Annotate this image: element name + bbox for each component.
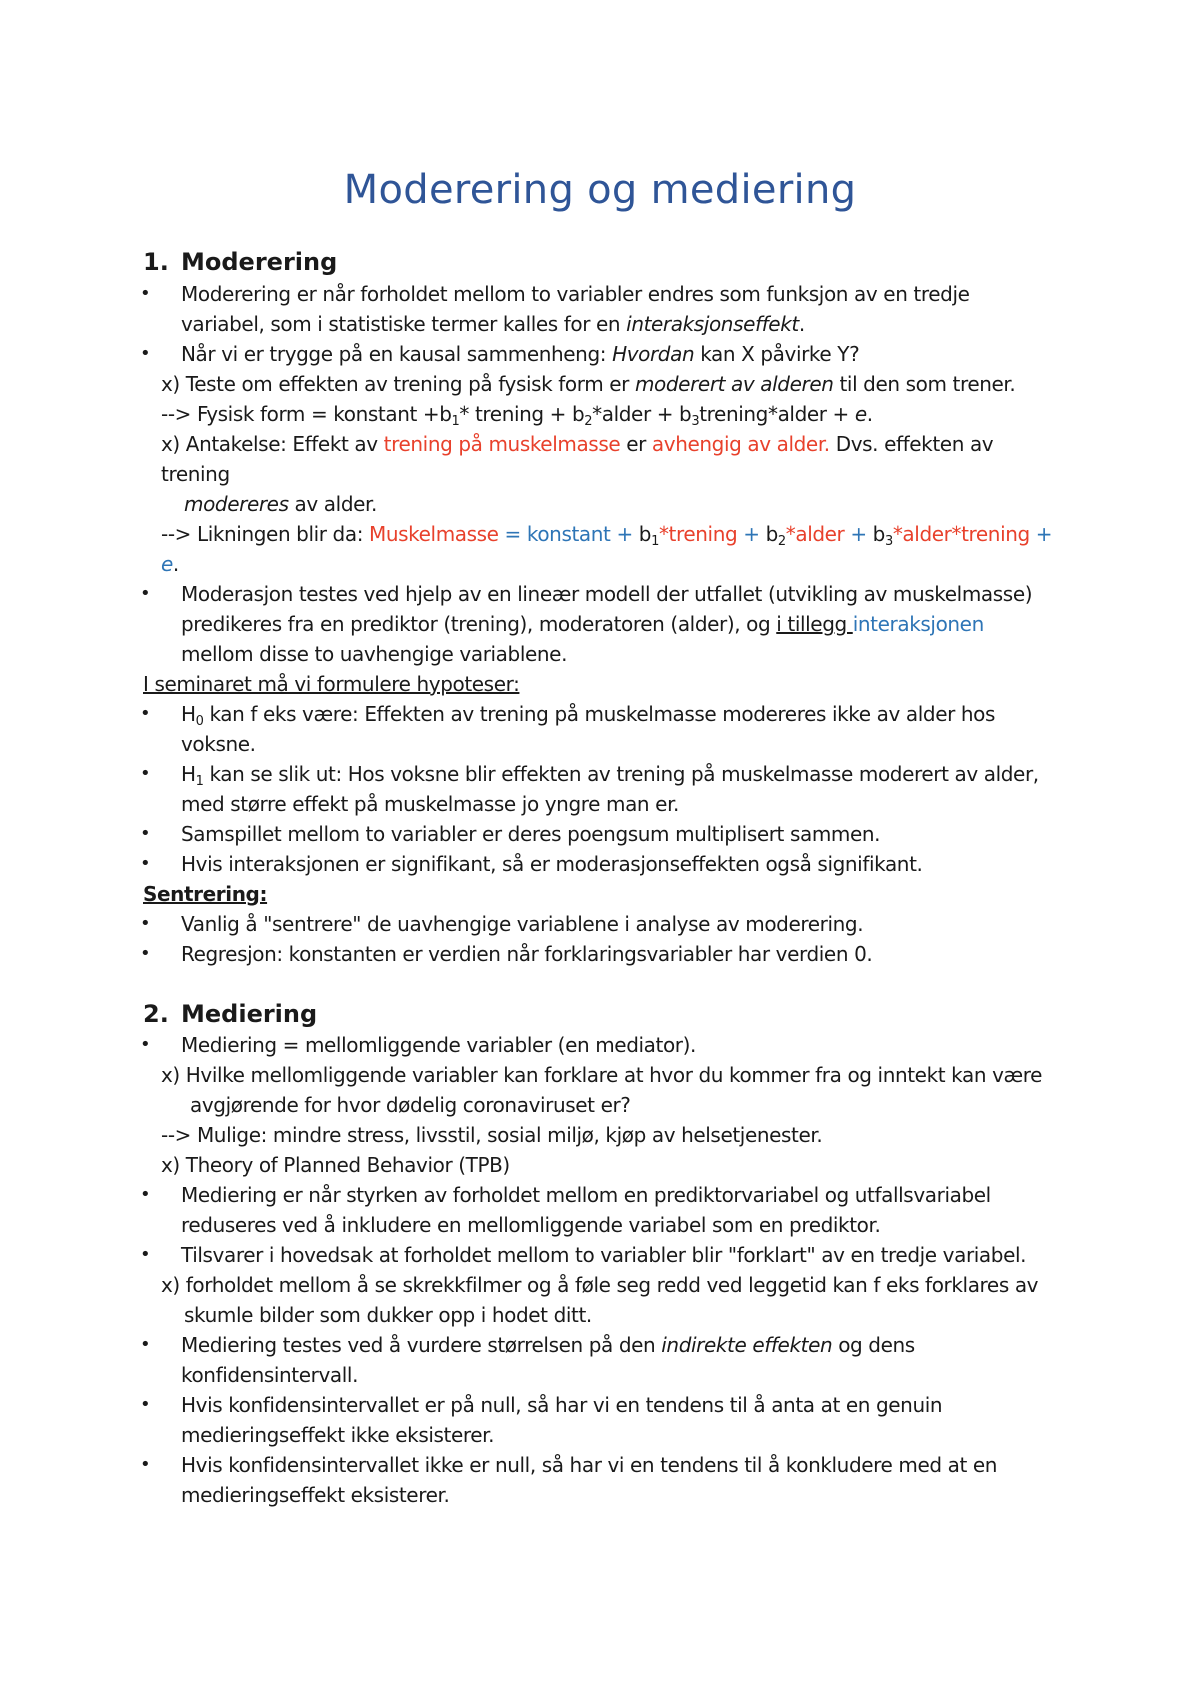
bullet-icon: •: [140, 763, 151, 784]
example-line: trening: [161, 462, 230, 486]
example-line: skumle bilder som dukker opp i hodet ditt.: [184, 1303, 592, 1327]
bullet-icon: •: [140, 823, 151, 844]
bullet-icon: •: [140, 583, 151, 604]
section-number: 1.: [143, 248, 169, 276]
bullet-icon: •: [140, 1244, 151, 1265]
paragraph-line: Når vi er trygge på en kausal sammenheng: Hvordan kan X påvirke Y?: [181, 342, 860, 366]
paragraph-line: med større effekt på muskelmasse jo yngre man er.: [181, 792, 680, 816]
paragraph-line: Samspillet mellom to variabler er deres poengsum multiplisert sammen.: [181, 822, 881, 846]
paragraph-line: medieringseffekt ikke eksisterer.: [181, 1423, 495, 1447]
paragraph-line: voksne.: [181, 732, 256, 756]
paragraph-line: medieringseffekt eksisterer.: [181, 1483, 450, 1507]
paragraph-line: Vanlig å "sentrere" de uavhengige variablene i analyse av moderering.: [181, 912, 864, 936]
paragraph-line: variabel, som i statistiske termer kalles for en interaksjonseffekt.: [181, 312, 805, 336]
paragraph-line: Hvis konfidensintervallet ikke er null, så har vi en tendens til å konkludere med at en: [181, 1453, 998, 1477]
example-line: x) forholdet mellom å se skrekkfilmer og å føle seg redd ved leggetid kan f eks forklares av: [161, 1273, 1039, 1297]
bullet-icon: •: [140, 1394, 151, 1415]
example-line: modereres av alder.: [184, 492, 377, 516]
paragraph-line: Mediering testes ved å vurdere størrelsen på den indirekte effekten og dens: [181, 1333, 915, 1357]
bullet-icon: •: [140, 343, 151, 364]
paragraph-line: Mediering = mellomliggende variabler (en mediator).: [181, 1033, 696, 1057]
paragraph-line: Tilsvarer i hovedsak at forholdet mellom to variabler blir "forklart" av en tredje variabel.: [181, 1243, 1027, 1267]
equation-line: --> Likningen blir da: Muskelmasse = konstant + $b_1*trening$ + $b_2*alder$ + $b_3*alder*trening$ +: [161, 522, 1053, 549]
bullet-icon: •: [140, 283, 151, 304]
paragraph-line: Moderering er når forholdet mellom to variabler endres som funksjon av en tredje: [181, 282, 970, 306]
hypothesis-h1: $H_1$ kan se slik ut: Hos voksne blir effekten av trening på muskelmasse moderert av alder,: [181, 762, 1039, 789]
example-line: x) Teste om effekten av trening på fysisk form er moderert av alderen til den som trener.: [161, 372, 1016, 396]
paragraph-line: predikeres fra en prediktor (trening), moderatoren (alder), og i tillegg interaksjonen: [181, 612, 984, 636]
example-line: x) Hvilke mellomliggende variabler kan forklare at hvor du kommer fra og inntekt kan være: [161, 1063, 1043, 1087]
bullet-icon: •: [140, 913, 151, 934]
bullet-icon: •: [140, 1034, 151, 1055]
section-number: 2.: [143, 1000, 169, 1028]
subheading-seminar: I seminaret må vi formulere hypoteser:: [143, 672, 520, 696]
paragraph-line: konfidensintervall.: [181, 1363, 359, 1387]
section-title: Mediering: [181, 1000, 318, 1028]
bullet-icon: •: [140, 1334, 151, 1355]
document-title: Moderering og mediering: [343, 167, 857, 213]
section-heading-mediering: [143, 998, 317, 1030]
bullet-icon: •: [140, 943, 151, 964]
paragraph-line: mellom disse to uavhengige variablene.: [181, 642, 568, 666]
paragraph-line: Mediering er når styrken av forholdet mellom en prediktorvariabel og utfallsvariabel: [181, 1183, 991, 1207]
paragraph-line: Hvis konfidensintervallet er på null, så har vi en tendens til å anta at en genuin: [181, 1393, 943, 1417]
example-line: x) Theory of Planned Behavior (TPB): [161, 1153, 510, 1177]
paragraph-line: Moderasjon testes ved hjelp av en lineær modell der utfallet (utvikling av muskelmasse): [181, 582, 1033, 606]
example-line: avgjørende for hvor dødelig coronaviruset er?: [190, 1093, 631, 1117]
bullet-icon: •: [140, 853, 151, 874]
section-title: Moderering: [181, 248, 338, 276]
equation-line: --> Fysisk form = konstant $+b_1*$ trening + $b_2*alder$ + $b_3trening*alder + e$.: [161, 402, 873, 429]
subheading-sentrering: Sentrering:: [143, 882, 268, 906]
hypothesis-h0: $H_0$ kan f eks være: Effekten av trening på muskelmasse modereres ikke av alder hos: [181, 702, 996, 729]
example-line: --> Mulige: mindre stress, livsstil, sosial miljø, kjøp av helsetjenester.: [161, 1123, 823, 1147]
paragraph-line: Hvis interaksjonen er signifikant, så er moderasjonseffekten også signifikant.: [181, 852, 923, 876]
bullet-icon: •: [140, 1454, 151, 1475]
paragraph-line: reduseres ved å inkludere en mellomliggende variabel som en prediktor.: [181, 1213, 881, 1237]
equation-line: e.: [161, 552, 179, 576]
bullet-icon: •: [140, 703, 151, 724]
section-heading-moderering: [143, 246, 337, 278]
bullet-icon: •: [140, 1184, 151, 1205]
example-line: x) Antakelse: Effekt av trening på muskelmasse er avhengig av alder. Dvs. effekten av: [161, 432, 994, 456]
paragraph-line: Regresjon: konstanten er verdien når forklaringsvariabler har verdien 0.: [181, 942, 873, 966]
